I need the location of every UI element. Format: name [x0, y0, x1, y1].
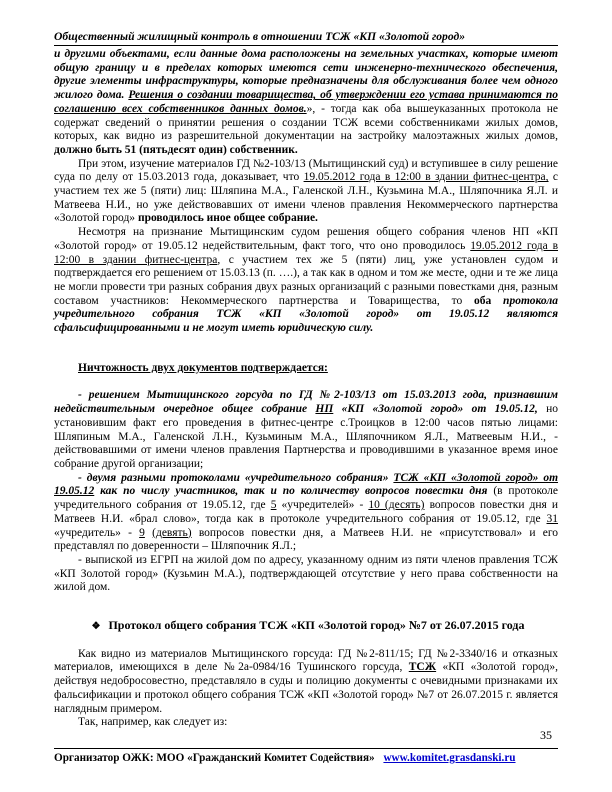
text-run: протокола учредительного собрания ТСЖ «КП «Золотой город» от 19.05.12 являются сфальсифицированными и не могут иметь юридическую силу.	[54, 294, 558, 335]
spacer	[54, 336, 558, 362]
text-run: проводилось иное общее собрание.	[137, 212, 318, 225]
text-run: «учредитель» -	[54, 526, 132, 539]
text-run: должно быть 51 (пятьдесят один) собственник.	[54, 143, 298, 156]
text-run: «КП «Золотой город» от 19.05.12,	[341, 403, 538, 416]
text-run: ТСЖ	[408, 661, 437, 674]
text-run: 9	[139, 526, 145, 539]
text-run: и другими объектами, если данные дома расположены на земельных участках, которые имеют общую границу и в пределах которых имеются сети инженерно-технического обеспечения, другие элементы инфраструктуры, которые предназначены для обслуживания более чем одного жилого дома.	[54, 48, 558, 102]
text-run: - выпиской из ЕГРП на жилой дом по адресу, указанному одним из пяти членов правления ТСЖ «КП Золотой город» (Кузьмин М.А.), подтверждающей отсутствие у него права собственности на жилой дом.	[54, 553, 558, 594]
text-run: вопросов повестки дня, а Матвеев Н.И. не «присутствовал» и его представлял по доверенности – Шляпочник Я.Л.;	[54, 526, 559, 553]
paragraph-1	[54, 48, 558, 158]
footer-organizer: Организатор ОЖК: МОО «Гражданский Комитет Содействия»	[54, 752, 375, 764]
running-footer	[54, 748, 558, 764]
text-run: но установившим факт его проведения в фитнес-центре с.Троицков в 12:00 часов пятью лицами: Шляпиным М.А., Галенской Л.Н., Кузьминым М.А., Шляпочником Я.Л., Матвеевым Н.И., - действовавшими от имени членов правления Партнерства и проводившими в указанное время иное собрание другой организации;	[54, 403, 559, 470]
text-run: 19.05.2012 года в 12:00 в здании фитнес-центра,	[303, 171, 549, 184]
text-run: как по числу участников, так и по количеству вопросов повестки дня	[100, 485, 488, 498]
text-run: », - тогда как оба вышеуказанных протокола не содержат сведений о принятии решения о создании ТСЖ всеми собственниками жилых домов, которых, как видно из разрешительной документации на застройку малоэтажных жилых домов,	[54, 102, 558, 143]
text-run: ТСЖ «КП «Золотой город» от 19.05.12	[54, 471, 559, 498]
text-run: - решением Мытищинского горсуда по ГД №2-103/13 от 15.03.2013 года, признавшим недействительным очередное общее собрание	[54, 389, 558, 416]
text-run: - двумя разными протоколами «учредительного собрания»	[78, 471, 389, 484]
spacer	[54, 595, 558, 619]
paragraph-6	[54, 554, 558, 595]
paragraph-2	[54, 158, 558, 227]
spacer	[54, 375, 558, 389]
running-header: Общественный жилищный контроль в отношении ТСЖ «КП «Золотой город»	[54, 30, 558, 46]
paragraph-7	[54, 648, 558, 717]
page-number: 35	[540, 728, 552, 742]
text-run: оба	[474, 294, 492, 307]
diamond-bullet-icon: ❖	[91, 621, 101, 633]
text-run: «учредителей» -	[281, 499, 364, 512]
paragraph-4	[54, 389, 558, 471]
text-run: (девять)	[152, 526, 192, 539]
footer-website-link[interactable]: www.komitet.grasdanski.ru	[383, 752, 516, 764]
text-run: Ничтожность двух документов подтверждается:	[78, 361, 328, 374]
text-run: Протокол общего собрания ТСЖ «КП «Золотой город» №7 от 26.07.2015 года	[108, 618, 525, 633]
paragraph-5	[54, 472, 558, 554]
text-run: При этом, изучение материалов ГД №2-103/13 (Мытищинский суд) и вступившее в силу решение суда по делу от 15.03.2013 года, доказывает, что	[54, 157, 558, 184]
text-run: Несмотря на признание Мытищинским судом решения общего собрания членов НП «КП «Золотой город» от 19.05.12 недействительным, факт того, что оно проводилось	[54, 226, 558, 252]
text-run: с участием тех же 5 (пяти) лиц: Шляпина М.А., Галенской Л.Н., Кузьмина М.А., Шляпочника Я.Л. и Матвеева Н.И., но уже действовавших от имени членов правления Некоммерческого партнерства «Золотой город»	[54, 171, 559, 225]
paragraph-3	[54, 226, 558, 336]
text-run: Так, например, как следует из:	[78, 716, 228, 729]
text-run: Как видно из материалов Мытищинского горсуда: ГД №2-811/15; ГД №2-3340/16 и отказных материалов, имеющихся в деле №2а-0984/16 Тушинского горсуда,	[54, 647, 558, 674]
section-title	[54, 619, 558, 634]
spacer	[54, 634, 558, 648]
paragraph-8	[54, 716, 558, 730]
text-run: 19.05.2012 года в 12:00 в здании фитнес-центра	[54, 239, 559, 266]
text-run: 5	[270, 499, 277, 512]
text-run: вопросов повестки дня и Матвеев Н.И. «брал слово», тогда как в протоколе учредительного собрания от 19.05.12, где	[54, 499, 559, 525]
text-run: 10 (десять)	[368, 499, 425, 512]
page-body	[54, 48, 558, 730]
text-run: 31	[546, 512, 559, 525]
text-run: НП	[315, 403, 334, 416]
subheading-nullity	[54, 362, 558, 376]
text-run: Решения о создании товарищества, об утверждении его устава принимаются по соглашению всех собственников данных домов.	[54, 89, 558, 115]
text-run: «КП «Золотой город», действуя недобросовестно, представляло в суды и полицию документы с очевидными признаками их фальсификации и протокол общего собрания ТСЖ «КП «Золотой город» №7 от 26.07.2015 г. является наглядным примером.	[54, 661, 559, 715]
text-run: (в протоколе учредительного собрания от 19.05.12, где	[54, 485, 559, 512]
text-run: , с участием тех же 5 (пяти) лиц, уже установлен судом и подтверждается его решением от 15.03.13 (п. ….), а так как в одном и том же месте, одни и те же лица не могли провести три разных собрания двух разных организаций с разными повестками дня, разным составом участников: Некоммерческого партнерства и Товарищества, то	[54, 253, 558, 307]
